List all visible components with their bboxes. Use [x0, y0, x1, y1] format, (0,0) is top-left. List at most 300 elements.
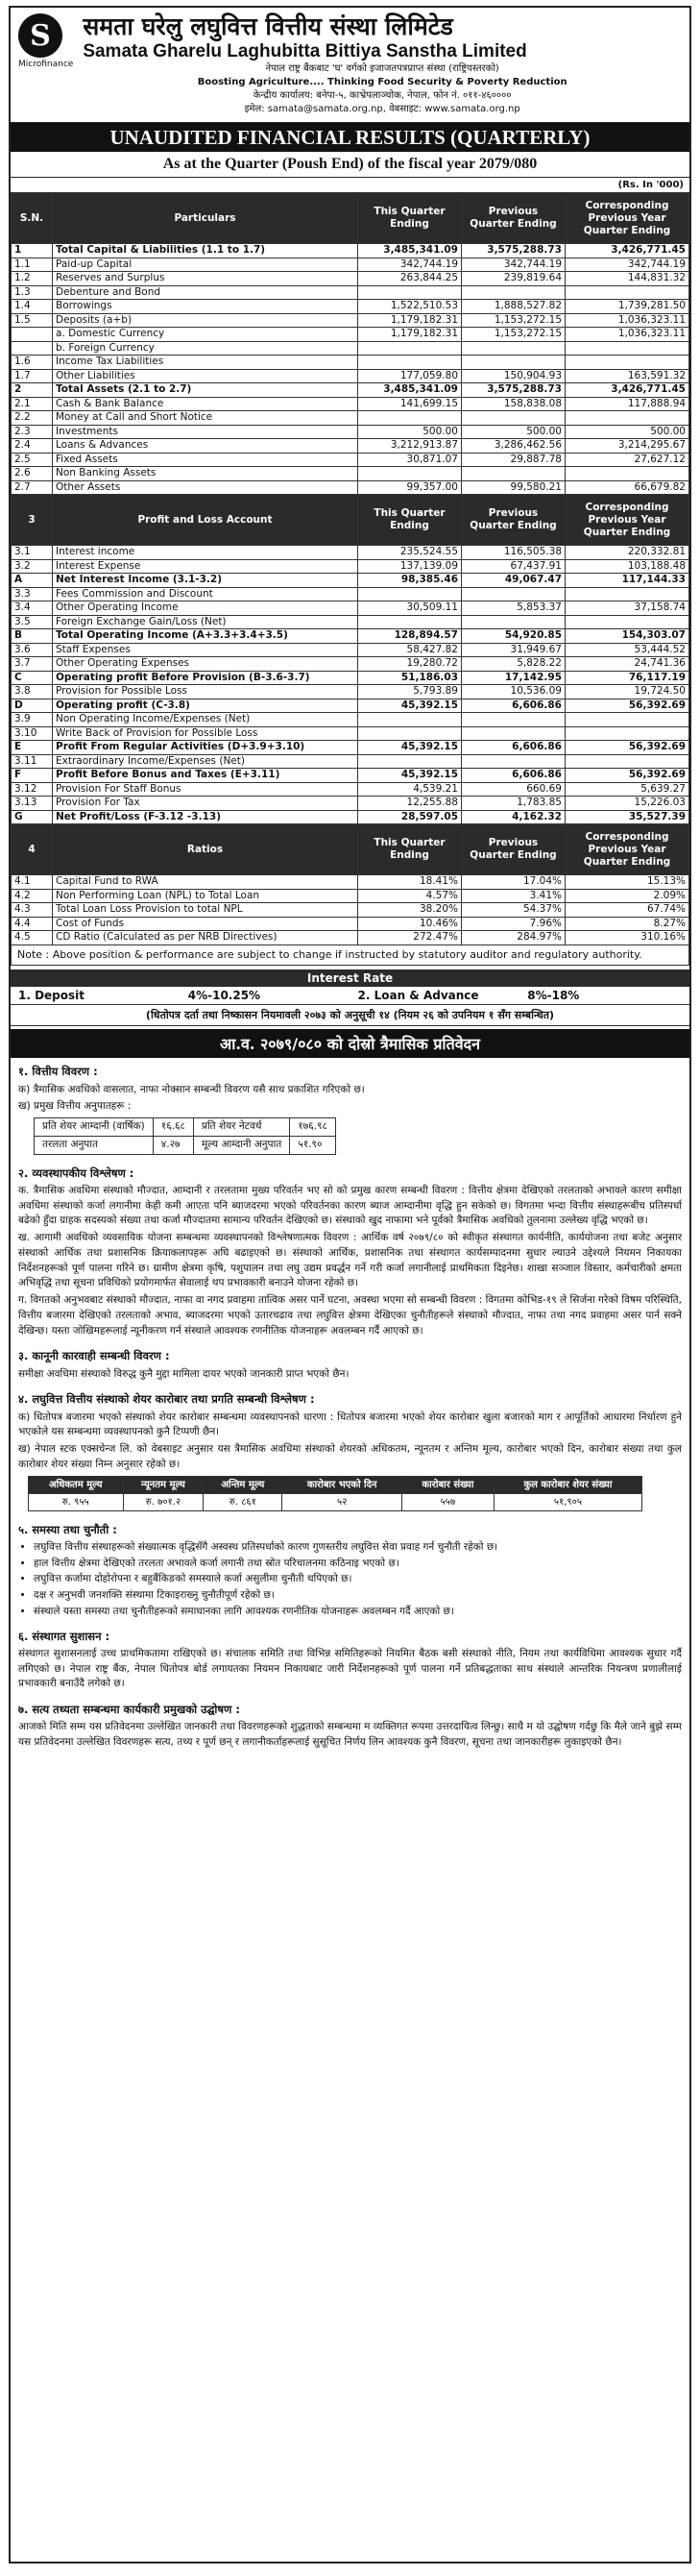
- table-row: [35, 1136, 336, 1154]
- serial-cell: 1.3: [12, 285, 53, 300]
- amount-cell: 1,036,323.11: [566, 328, 689, 342]
- amount-cell: 7.96%: [462, 917, 566, 931]
- serial-cell: F: [12, 769, 53, 783]
- table-row: [12, 467, 689, 481]
- serial-cell: 3.10: [12, 726, 53, 741]
- amount-cell: 103,188.48: [566, 559, 689, 574]
- serial-cell: 4.5: [12, 931, 53, 945]
- serial-cell: 3.7: [12, 657, 53, 672]
- amount-cell: 5,639.27: [566, 782, 689, 797]
- section-financial-details: [11, 1058, 689, 1159]
- table-row: [12, 313, 689, 328]
- particulars-cell: Capital Fund to RWA: [53, 875, 358, 890]
- amount-cell: 10,536.09: [462, 685, 566, 699]
- section-text: ख) प्रमुख वित्तीय अनुपातहरू :: [18, 1100, 132, 1113]
- table-cell: रु. ८६१: [204, 1493, 282, 1510]
- table-row: [12, 931, 689, 945]
- particulars-cell: CD Ratio (Calculated as per NRB Directives): [53, 931, 358, 945]
- amount-cell: 3,212,913.87: [358, 439, 462, 454]
- amount-cell: [462, 356, 566, 370]
- table-note: Note : Above position & performance are subject to change if instructed by statutory auditor and regulatory authority.: [11, 945, 689, 967]
- amount-cell: [566, 285, 689, 300]
- serial-cell: D: [12, 699, 53, 713]
- amount-cell: 45,392.15: [358, 699, 462, 713]
- particulars-cell: Cash & Bank Balance: [53, 397, 358, 411]
- table-row: [12, 397, 689, 411]
- particulars-cell: Total Operating Income (A+3.3+3.4+3.5): [53, 629, 358, 644]
- section-heading: ३. कानूनी कारवाही सम्बन्धी विवरण :: [18, 1349, 170, 1363]
- amount-cell: [566, 713, 689, 727]
- serial-cell: A: [12, 574, 53, 588]
- table-row: [12, 917, 689, 931]
- particulars-cell: Write Back of Provision for Possible Loss: [53, 726, 358, 741]
- particulars-cell: Paid-up Capital: [53, 258, 358, 272]
- challenge-list: [18, 1540, 682, 1620]
- section-text: क) धितोपत्र बजारमा भएको संस्थाको शेयर कारोबार सम्बन्धमा व्यवस्थापनको धारणा : धितोपत्र बजारमा भएको शेयर कारोबार खुला बजारको माग र आपूर्तिको आधारमा निर्धारण हुने भएकोले यस सम्बन्धमा व्यवस्थापनको कुनै टिप्पणी छैन।: [18, 1411, 682, 1438]
- section-heading: ४. लघुवित्त वित्तीय संस्थाको शेयर कारोबार तथा प्रगति सम्बन्धी विश्लेषण :: [18, 1392, 315, 1407]
- list-item: • दक्ष र अनुभवी जनशक्ति संस्थामा टिकाइराख्नु चुनौतीपूर्ण रहेको छ।: [34, 1588, 682, 1604]
- particulars-cell: Provision for Possible Loss: [53, 685, 358, 699]
- table-row: [12, 356, 689, 370]
- serial-cell: 4.3: [12, 903, 53, 918]
- amount-cell: 163,591.32: [566, 369, 689, 383]
- amount-cell: 272.47%: [358, 931, 462, 945]
- list-item: • लघुवित्त कर्जामा दोहोरोपना र बहुबैंकिङको समस्याले कर्जा असुलीमा चुनौती थपिएको छ।: [34, 1572, 682, 1587]
- particulars-cell: Interest income: [53, 546, 358, 560]
- table-cell: १६.६८: [153, 1118, 193, 1137]
- amount-cell: 144,831.32: [566, 272, 689, 286]
- amount-cell: [358, 356, 462, 370]
- particulars-cell: Profit Before Bonus and Taxes (E+3.11): [53, 769, 358, 783]
- amount-cell: [566, 467, 689, 481]
- amount-cell: [358, 713, 462, 727]
- section-heading: २. व्यवस्थापकीय विश्लेषण :: [18, 1165, 134, 1180]
- header-text: [83, 13, 682, 116]
- amount-cell: 67,437.91: [462, 559, 566, 574]
- table-row: [12, 741, 689, 755]
- particulars-cell: Provision For Staff Bonus: [53, 782, 358, 797]
- table-header-row: [12, 824, 689, 875]
- table-cell: ४.२७: [153, 1136, 193, 1154]
- amount-cell: 10.46%: [358, 917, 462, 931]
- serial-cell: 2.5: [12, 453, 53, 467]
- amount-cell: 342,744.19: [358, 258, 462, 272]
- amount-cell: 35,527.39: [566, 810, 689, 824]
- serial-cell: [12, 328, 53, 342]
- table-row: [12, 244, 689, 258]
- particulars-cell: Non Banking Assets: [53, 467, 358, 481]
- deposit-rate: 4%-10.25%: [187, 989, 261, 1003]
- amount-cell: 1,522,510.53: [358, 300, 462, 314]
- report-header: [11, 8, 689, 123]
- serial-cell: 1.5: [12, 313, 53, 328]
- amount-cell: 45,392.15: [358, 769, 462, 783]
- amount-cell: 45,392.15: [358, 741, 462, 755]
- column-header: This Quarter Ending: [358, 495, 462, 546]
- serial-cell: 4.4: [12, 917, 53, 931]
- section-text: ख) नेपाल स्टक एक्सचेन्ज लि. को वेबसाइट अनुसार यस त्रैमासिक अवधिमा संस्थाको शेयरको अधिकतम, न्यूनतम र अन्तिम मूल्य, कारोबार भएको दिन, कारोबार संख्या तथा कुल कारोबार शेयर संख्या निम्न अनुसार रहेको छ।: [18, 1443, 682, 1470]
- serial-cell: 3.3: [12, 587, 53, 601]
- serial-cell: 2.4: [12, 439, 53, 454]
- table-cell: तरलता अनुपात: [35, 1136, 154, 1154]
- amount-cell: 4.57%: [358, 889, 462, 903]
- table-row: [12, 797, 689, 811]
- table-cell: १७६.९८: [290, 1118, 336, 1137]
- amount-cell: [566, 587, 689, 601]
- particulars-cell: Other Operating Income: [53, 601, 358, 616]
- amount-cell: 1,153,272.15: [462, 328, 566, 342]
- license-line: नेपाल राष्ट्र बैंकबाट 'घ' वर्गको इजाजतपत्रप्राप्त संस्था (राष्ट्रियस्तरको): [265, 63, 499, 75]
- particulars-cell: Money at Call and Short Notice: [53, 411, 358, 426]
- list-item: • हाल वित्तीय क्षेत्रमा देखिएको तरलता अभावले कर्जा लगानी तथा स्रोत परिचालनमा कठिनाइ भएको छ।: [34, 1557, 682, 1572]
- amount-cell: 54,920.85: [462, 629, 566, 644]
- column-header: कुल कारोबार शेयर संख्या: [494, 1476, 641, 1493]
- org-name-english: Samata Gharelu Laghubitta Bittiya Sanstha Limited: [83, 40, 527, 61]
- serial-cell: 2.2: [12, 411, 53, 426]
- amount-cell: 3,485,341.09: [358, 383, 462, 398]
- table-row: [12, 685, 689, 699]
- amount-cell: 5,828.22: [462, 657, 566, 672]
- amount-cell: 1,036,323.11: [566, 313, 689, 328]
- table-row: [12, 769, 689, 783]
- amount-cell: 98,385.46: [358, 574, 462, 588]
- column-header: Ratios: [53, 824, 358, 875]
- particulars-cell: Non Operating Income/Expenses (Net): [53, 713, 358, 727]
- section-heading: १. वित्तीय विवरण :: [18, 1065, 98, 1079]
- amount-cell: 500.00: [462, 425, 566, 439]
- particulars-cell: Profit From Regular Activities (D+3.9+3.10): [53, 741, 358, 755]
- section-heading: ७. सत्य तथ्यता सम्बन्धमा कार्यकारी प्रमुखको उद्घोषण :: [18, 1703, 240, 1717]
- table-cell: ५१,९०५: [494, 1493, 641, 1510]
- serial-cell: G: [12, 810, 53, 824]
- column-header: कारोबार भएको दिन: [282, 1476, 402, 1493]
- table-row: [12, 875, 689, 890]
- table-row: [12, 574, 689, 588]
- amount-cell: [462, 713, 566, 727]
- amount-cell: 30,871.07: [358, 453, 462, 467]
- amount-cell: [566, 726, 689, 741]
- table-row: [12, 587, 689, 601]
- table-row: [12, 726, 689, 741]
- section-text: समीक्षा अवधिमा संस्थाको विरुद्ध कुनै मुद्दा मामिला दायर भएको जानकारी प्राप्त भएको छैन।: [18, 1367, 350, 1380]
- section-management-analysis: [11, 1160, 689, 1343]
- amount-cell: 220,332.81: [566, 546, 689, 560]
- table-row: [29, 1493, 642, 1510]
- amount-cell: 6,606.86: [462, 699, 566, 713]
- amount-cell: [462, 411, 566, 426]
- table-row: [12, 889, 689, 903]
- amount-cell: [566, 341, 689, 356]
- table-row: [12, 782, 689, 797]
- amount-cell: 99,580.21: [462, 480, 566, 495]
- amount-cell: 17,142.95: [462, 671, 566, 685]
- table-row: [12, 629, 689, 644]
- particulars-cell: Borrowings: [53, 300, 358, 314]
- amount-cell: 500.00: [566, 425, 689, 439]
- column-header: Previous Quarter Ending: [462, 193, 566, 244]
- particulars-cell: Fees Commission and Discount: [53, 587, 358, 601]
- amount-cell: 56,392.69: [566, 741, 689, 755]
- amount-cell: 58,427.82: [358, 643, 462, 657]
- table-row: [12, 671, 689, 685]
- amount-cell: [358, 285, 462, 300]
- financial-results-table: [11, 192, 689, 945]
- amount-cell: 1,153,272.15: [462, 313, 566, 328]
- particulars-cell: Total Assets (2.1 to 2.7): [53, 383, 358, 398]
- amount-cell: 1,888,527.82: [462, 300, 566, 314]
- amount-cell: [566, 411, 689, 426]
- serial-cell: 3.8: [12, 685, 53, 699]
- serial-cell: C: [12, 671, 53, 685]
- table-row: [12, 328, 689, 342]
- serial-cell: B: [12, 629, 53, 644]
- column-header: This Quarter Ending: [358, 824, 462, 875]
- amount-cell: 56,392.69: [566, 769, 689, 783]
- interest-rate-row: [11, 987, 689, 1005]
- amount-cell: 1,739,281.50: [566, 300, 689, 314]
- amount-cell: 342,744.19: [462, 258, 566, 272]
- particulars-cell: a. Domestic Currency: [53, 328, 358, 342]
- logo-block: [18, 13, 73, 69]
- amount-cell: 29,887.78: [462, 453, 566, 467]
- table-row: [12, 657, 689, 672]
- column-header: अन्तिम मूल्य: [204, 1476, 282, 1493]
- quarterly-report-title: आ.व. २०७९/०८० को दोस्रो त्रैमासिक प्रतिवेदन: [11, 1029, 689, 1058]
- section-text: संस्थागत सुशासनलाई उच्च प्राथमिकतामा राखिएको छ। संचालक समिति तथा विभिन्न समितिहरूको नियमित बैठक बसी संस्थाको नीति, नियम तथा कार्यविधिमा आवश्यक सुधार गर्दै लगिएको छ। नेपाल राष्ट्र बैंक, नेपाल धितोपत्र बोर्ड लगायतका नियमन निकायबाट जारी निर्देशनहरूको पूर्ण पालना गर्ने प्रतिबद्धताका साथ संस्थाले आन्तरिक नियन्त्रण प्रणालीलाई प्रभावकारी बनाउँदै लगेको छ।: [18, 1647, 682, 1690]
- amount-cell: 116,505.38: [462, 546, 566, 560]
- serial-cell: 3.9: [12, 713, 53, 727]
- deposit-label: 1. Deposit: [18, 989, 85, 1003]
- amount-cell: [462, 341, 566, 356]
- amount-cell: 117,144.33: [566, 574, 689, 588]
- amount-cell: 53,444.52: [566, 643, 689, 657]
- serial-cell: 1: [12, 244, 53, 258]
- financial-results-body: [12, 193, 689, 945]
- section-heading: ६. संस्थागत सुशासन :: [18, 1629, 110, 1643]
- serial-cell: [12, 341, 53, 356]
- table-cell: ५२: [282, 1493, 402, 1510]
- column-header: Profit and Loss Account: [53, 495, 358, 546]
- serial-cell: 1.4: [12, 300, 53, 314]
- serial-cell: 2.7: [12, 480, 53, 495]
- particulars-cell: Other Liabilities: [53, 369, 358, 383]
- loan-label: 2. Loan & Advance: [357, 989, 479, 1003]
- amount-cell: 3,575,288.73: [462, 244, 566, 258]
- particulars-cell: Debenture and Bond: [53, 285, 358, 300]
- amount-cell: 8.27%: [566, 917, 689, 931]
- amount-cell: [566, 754, 689, 769]
- serial-cell: 3.11: [12, 754, 53, 769]
- amount-cell: 3,426,771.45: [566, 383, 689, 398]
- serial-cell: 1.1: [12, 258, 53, 272]
- table-row: [12, 699, 689, 713]
- interest-rate-title: Interest Rate: [11, 969, 689, 987]
- contact-line: इमेल: samata@samata.org.np, वेबसाइट: www.samata.org.np: [244, 104, 520, 115]
- amount-cell: 5,793.89: [358, 685, 462, 699]
- amount-cell: 141,699.15: [358, 397, 462, 411]
- amount-cell: 137,139.09: [358, 559, 462, 574]
- amount-cell: [358, 341, 462, 356]
- key-ratio-table: [34, 1117, 336, 1155]
- particulars-cell: Deposits (a+b): [53, 313, 358, 328]
- table-row: [12, 480, 689, 495]
- table-row: [12, 411, 689, 426]
- amount-cell: [358, 726, 462, 741]
- amount-cell: 17.04%: [462, 875, 566, 890]
- table-cell: प्रति शेयर नेटवर्थ: [193, 1118, 289, 1137]
- column-header: Previous Quarter Ending: [462, 824, 566, 875]
- logo-caption: Microfinance: [18, 60, 74, 69]
- section-heading: ५. समस्या तथा चुनौती :: [18, 1522, 117, 1536]
- amount-cell: [358, 587, 462, 601]
- amount-cell: 38.20%: [358, 903, 462, 918]
- section-text: आजको मिति सम्म यस प्रतिवेदनमा उल्लेखित जानकारी तथा विवरणहरूको शुद्धताको सम्बन्धमा म व्यक्तिगत रूपमा उत्तरदायित्व लिन्छु। साथै म यो उद्घोषण गर्दछु कि मैले जाने बुझे सम्म यस प्रतिवेदनमा उल्लेखित विवरणहरू सत्य, तथ्य र पूर्ण छन् र लगानीकर्ताहरूलाई सुसूचित निर्णय लिन आवश्यक कुनै विवरण, सूचना तथा जानकारीहरू लुकाइएको छैन।: [18, 1721, 682, 1749]
- amount-cell: 6,606.86: [462, 741, 566, 755]
- amount-cell: [462, 726, 566, 741]
- serial-cell: 2: [12, 383, 53, 398]
- serial-cell: 3.5: [12, 615, 53, 629]
- particulars-cell: Income Tax Liabilities: [53, 356, 358, 370]
- particulars-cell: Provision For Tax: [53, 797, 358, 811]
- amount-cell: 12,255.88: [358, 797, 462, 811]
- amount-cell: 31,949.67: [462, 643, 566, 657]
- amount-cell: 177,059.80: [358, 369, 462, 383]
- amount-cell: 5,853.37: [462, 601, 566, 616]
- particulars-cell: Loans & Advances: [53, 439, 358, 454]
- section-text: ग. विगतको अनुभवबाट संस्थाको मौज्दात, नाफा वा नगद प्रवाहमा तात्विक असर पार्ने घटना, अवस्था भएमा सो सम्बन्धी विवरण : विगतमा कोभिड-१९ ले सिर्जना गरेको विषम परिस्थिति, वित्तीय बजारमा देखिएको तरलताको अभाव, ब्याजदरमा भएको उतारचढाव तथा लघुवित्त क्षेत्रमा देखिएका चुनौतीहरूले संस्थाको मौज्दात, नाफा तथा नगद प्रवाहमा असर पार्न सक्ने देखिन्छ। यस्ता जोखिमहरूलाई न्यूनीकरण गर्न संस्थाले आवश्यक रणनीतिक योजनाहरू अवलम्बन गर्दै आएको छ।: [18, 1294, 682, 1337]
- particulars-cell: Total Loan Loss Provision to total NPL: [53, 903, 358, 918]
- serial-cell: 3.4: [12, 601, 53, 616]
- table-row: [12, 369, 689, 383]
- amount-cell: 4,162.32: [462, 810, 566, 824]
- amount-cell: 263,844.25: [358, 272, 462, 286]
- amount-cell: 24,741.36: [566, 657, 689, 672]
- list-item: • लघुवित्त वित्तीय संस्थाहरूको संख्यात्मक वृद्धिसँगै अस्वस्थ प्रतिस्पर्धाको कारण गुणस्तरीय लघुवित्त सेवा प्रवाह गर्न चुनौती रहेको छ।: [34, 1540, 682, 1556]
- amount-cell: 3,426,771.45: [566, 244, 689, 258]
- amount-cell: 310.16%: [566, 931, 689, 945]
- regulation-reference: (धितोपत्र दर्ता तथा निष्कासन नियमावली २०७३ को अनुसूची १४ (नियम २६ को उपनियम १ सँग सम्बन्धित): [11, 1005, 689, 1026]
- particulars-cell: b. Foreign Currency: [53, 341, 358, 356]
- amount-cell: 3,214,295.67: [566, 439, 689, 454]
- table-cell: ५५७: [401, 1493, 494, 1510]
- particulars-cell: Net Profit/Loss (F-3.12 -3.13): [53, 810, 358, 824]
- amount-cell: 342,744.19: [566, 258, 689, 272]
- amount-cell: [462, 467, 566, 481]
- org-name-nepali: समता घरेलु लघुवित्त वित्तीय संस्था लिमिटेड: [83, 12, 453, 40]
- report-subtitle: As at the Quarter (Poush End) of the fiscal year 2079/080: [11, 152, 689, 178]
- amount-cell: 150,904.93: [462, 369, 566, 383]
- particulars-cell: Reserves and Surplus: [53, 272, 358, 286]
- section-text: क. त्रैमासिक अवधिमा संस्थाको मौज्दात, आम्दानी र तरलतामा मुख्य परिवर्तन भए सो को प्रमुख कारण सम्बन्धी विवरण : वित्तीय क्षेत्रमा देखिएको तरलताको अभावले कारण समीक्षा अवधिमा संस्थाको कर्जा लगानीमा केही कमी आएता पनि ब्याजदरमा भएको परिवर्तनका कारण ब्याज आम्दानीमा वृद्धि हुन सकेको छ। विगतमा भन्दा वित्तीय संस्थाहरूबीच प्रतिस्पर्धा बढेको हुँदा ग्राहक सदस्यको संख्या तथा कर्जा मौज्दातमा सामान्य परिवर्तन देखिएको छ। संस्थाको खुद नाफामा भने पूर्वको त्रैमासिक अवधिको तुलनामा उल्लेख्य वृद्धि भएको छ।: [18, 1184, 682, 1227]
- table-row: [12, 615, 689, 629]
- amount-cell: 3.41%: [462, 889, 566, 903]
- amount-cell: 51,186.03: [358, 671, 462, 685]
- section-problems-challenges: [11, 1516, 689, 1623]
- amount-cell: 3,286,462.56: [462, 439, 566, 454]
- report-title: UNAUDITED FINANCIAL RESULTS (QUARTERLY): [11, 123, 689, 152]
- particulars-cell: Interest Expense: [53, 559, 358, 574]
- amount-cell: [358, 467, 462, 481]
- table-header-row: [29, 1476, 642, 1493]
- serial-cell: 3.1: [12, 546, 53, 560]
- table-row: [12, 341, 689, 356]
- report-page: [9, 6, 691, 2564]
- amount-cell: 18.41%: [358, 875, 462, 890]
- table-header-row: [12, 495, 689, 546]
- amount-cell: [358, 754, 462, 769]
- amount-cell: 500.00: [358, 425, 462, 439]
- amount-cell: 76,117.19: [566, 671, 689, 685]
- amount-cell: 128,894.57: [358, 629, 462, 644]
- amount-cell: 1,179,182.31: [358, 313, 462, 328]
- amount-cell: 28,597.05: [358, 810, 462, 824]
- loan-rate: 8%-18%: [527, 989, 580, 1003]
- table-cell: रु. ७०१.२: [123, 1493, 204, 1510]
- table-row: [12, 439, 689, 454]
- amount-cell: 66,679.82: [566, 480, 689, 495]
- particulars-cell: Total Capital & Liabilities (1.1 to 1.7): [53, 244, 358, 258]
- section-share-trading: [11, 1386, 689, 1515]
- serial-cell: 2.6: [12, 467, 53, 481]
- amount-cell: [566, 356, 689, 370]
- table-row: [35, 1118, 336, 1137]
- table-row: [12, 601, 689, 616]
- serial-cell: 3.6: [12, 643, 53, 657]
- table-row: [12, 383, 689, 398]
- amount-cell: 15,226.03: [566, 797, 689, 811]
- amount-cell: 6,606.86: [462, 769, 566, 783]
- column-header: Previous Quarter Ending: [462, 495, 566, 546]
- column-header: Corresponding Previous Year Quarter Ending: [566, 495, 689, 546]
- amount-cell: 235,524.55: [358, 546, 462, 560]
- table-row: [12, 285, 689, 300]
- column-header: अधिकतम मूल्य: [29, 1476, 124, 1493]
- amount-cell: 3,485,341.09: [358, 244, 462, 258]
- amount-cell: 1,783.85: [462, 797, 566, 811]
- particulars-cell: Foreign Exchange Gain/Loss (Net): [53, 615, 358, 629]
- address-line: केन्द्रीय कार्यालय: बनेपा-५, काभ्रेपलाञ्चोक, नेपाल, फोन नं. ०११-४६००००: [253, 90, 512, 102]
- table-cell: रु. ९५५: [29, 1493, 124, 1510]
- particulars-cell: Other Assets: [53, 480, 358, 495]
- serial-cell: 1.6: [12, 356, 53, 370]
- company-logo: S: [18, 13, 62, 58]
- amount-cell: 67.74%: [566, 903, 689, 918]
- serial-cell: 4.2: [12, 889, 53, 903]
- table-row: [12, 546, 689, 560]
- amount-cell: 154,303.07: [566, 629, 689, 644]
- table-row: [12, 453, 689, 467]
- column-header: न्यूनतम मूल्य: [123, 1476, 204, 1493]
- column-header: This Quarter Ending: [358, 193, 462, 244]
- table-cell: ५१.९०: [290, 1136, 336, 1154]
- amount-cell: 30,509.11: [358, 601, 462, 616]
- amount-cell: 4,539.21: [358, 782, 462, 797]
- column-header: Corresponding Previous Year Quarter Ending: [566, 193, 689, 244]
- serial-cell: 1.2: [12, 272, 53, 286]
- amount-cell: [566, 615, 689, 629]
- particulars-cell: Other Operating Expenses: [53, 657, 358, 672]
- table-row: [12, 903, 689, 918]
- amount-cell: [462, 285, 566, 300]
- particulars-cell: Staff Expenses: [53, 643, 358, 657]
- share-trading-table: [28, 1476, 642, 1511]
- list-item: • संस्थाले यस्ता समस्या तथा चुनौतीहरूको समाधानका लागि आवश्यक रणनीतिक योजनाहरू अवलम्बन गर्दै आएको छ।: [34, 1605, 682, 1620]
- amount-cell: [358, 615, 462, 629]
- section-corporate-governance: [11, 1623, 689, 1697]
- table-row: [12, 300, 689, 314]
- serial-cell: 4.1: [12, 875, 53, 890]
- amount-cell: 19,724.50: [566, 685, 689, 699]
